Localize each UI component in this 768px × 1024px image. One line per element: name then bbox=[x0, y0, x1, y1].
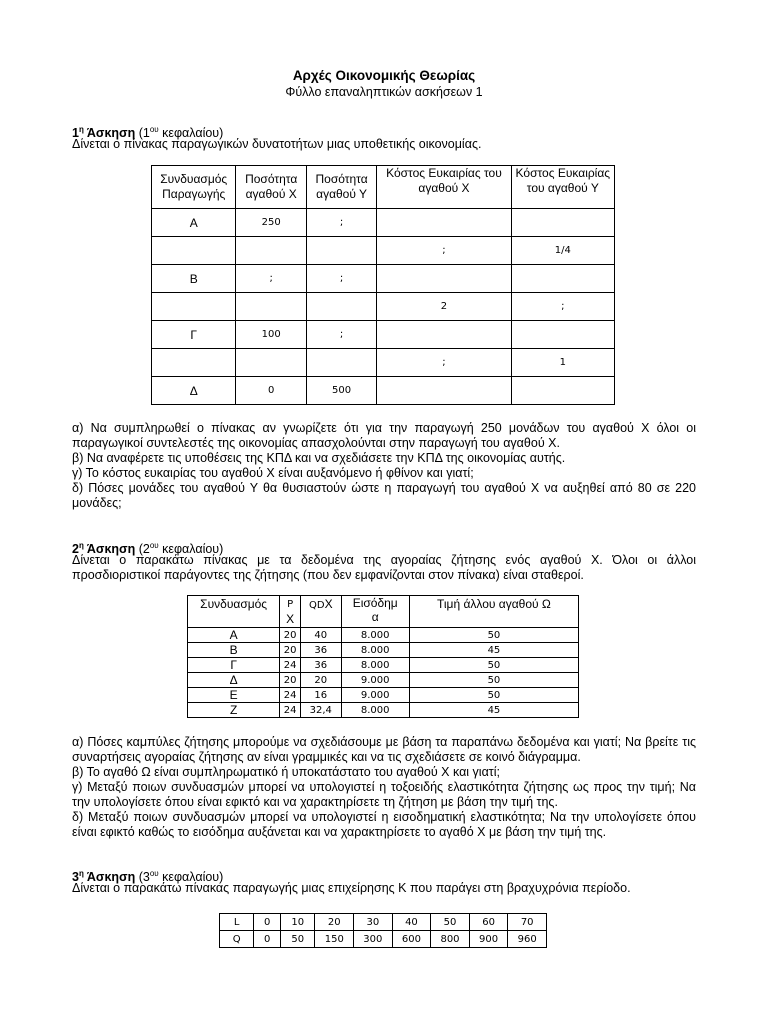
table-cell: 100 bbox=[236, 321, 306, 349]
table-cell: 9.000 bbox=[341, 673, 409, 688]
exercise-label: Άσκηση bbox=[86, 542, 136, 557]
question-text: δ) Πόσες μονάδες του αγαθού Υ θα θυσιαστούν ώστε η παραγωγή του αγαθού Χ να αυξηθεί από 80 σε 220 μονάδες; bbox=[72, 481, 696, 510]
table-row bbox=[220, 931, 547, 948]
table-cell: Ζ bbox=[188, 703, 280, 718]
table-cell bbox=[236, 293, 306, 321]
table-cell: 50 bbox=[280, 931, 315, 948]
table-cell: 250 bbox=[236, 209, 306, 237]
table-cell: 60 bbox=[469, 914, 508, 931]
exercise-2-intro: Δίνεται ο παρακάτω πίνακας με τα δεδομένα της αγοραίας ζήτησης ενός αγαθού Χ. Όλοι οι άλλοι προσδιοριστικοί παράγοντες της ζήτησης (που δεν εμφανίζονται στον πίνακα) είναι σταθεροί. bbox=[72, 553, 696, 582]
table-cell bbox=[511, 209, 614, 237]
table-cell bbox=[152, 237, 236, 265]
table-cell: 9.000 bbox=[341, 688, 409, 703]
table-cell: Δ bbox=[188, 673, 280, 688]
question-text: β) Το αγαθό Ω είναι συμπληρωματικό ή υποκατάστατο του αγαθού Χ και γιατί; bbox=[72, 765, 500, 779]
table-cell: 20 bbox=[280, 673, 301, 688]
exercise-3-intro: Δίνεται ο παρακάτω πίνακας παραγωγής μιας επιχείρησης Κ που παράγει στη βραχυχρόνια περίοδο. bbox=[72, 881, 631, 895]
table-row bbox=[188, 673, 579, 688]
table-cell: 10 bbox=[280, 914, 315, 931]
table-cell: Β bbox=[152, 265, 236, 293]
table-cell: 150 bbox=[315, 931, 354, 948]
table-header bbox=[301, 596, 342, 628]
table-row bbox=[152, 237, 615, 265]
question-text: α) Να συμπληρωθεί ο πίνακας αν γνωρίζετε ότι για την παραγωγή 250 μονάδων του αγαθού Χ όλοι οι παραγωγικοί συντελεστές της οικονομίας απασχολούνται στην παραγωγή του αγαθού Χ. bbox=[72, 421, 696, 450]
table-cell: 50 bbox=[409, 688, 578, 703]
table-cell: 24 bbox=[280, 703, 301, 718]
table-cell: ; bbox=[306, 265, 376, 293]
table-cell: Δ bbox=[152, 377, 236, 405]
table-cell: 0 bbox=[254, 914, 281, 931]
table-cell: ; bbox=[306, 209, 376, 237]
table-cell: 36 bbox=[301, 658, 342, 673]
table-cell: 24 bbox=[280, 688, 301, 703]
table-header: Τιμή άλλου αγαθού Ω bbox=[409, 596, 578, 628]
table-cell bbox=[306, 293, 376, 321]
table-cell: ; bbox=[236, 265, 306, 293]
exercise-1-intro: Δίνεται ο πίνακας παραγωγικών δυνατοτήτων μιας υποθετικής οικονομίας. bbox=[72, 137, 482, 151]
exercise-number: 1 bbox=[72, 126, 79, 141]
table-header: Συνδυασμός bbox=[188, 596, 280, 628]
table-cell bbox=[306, 237, 376, 265]
table-row bbox=[152, 377, 615, 405]
header-part: Χ bbox=[286, 612, 295, 626]
table-cell: 16 bbox=[301, 688, 342, 703]
table-cell: 300 bbox=[354, 931, 393, 948]
table-cell: 20 bbox=[280, 628, 301, 643]
table-cell: 20 bbox=[280, 643, 301, 658]
chapter-open: (3 bbox=[135, 870, 150, 885]
chapter-open: (1 bbox=[135, 126, 150, 141]
table-cell bbox=[377, 209, 511, 237]
table-cell: Α bbox=[152, 209, 236, 237]
header-part: Χ bbox=[324, 597, 333, 611]
exercise-label: Άσκηση bbox=[86, 126, 136, 141]
table-cell: 500 bbox=[306, 377, 376, 405]
market-demand-table bbox=[187, 595, 579, 718]
table-header: Ποσότητα αγαθού Υ bbox=[306, 166, 376, 209]
table-cell bbox=[511, 377, 614, 405]
table-row bbox=[188, 643, 579, 658]
table-cell bbox=[377, 265, 511, 293]
table-cell: 32,4 bbox=[301, 703, 342, 718]
table-cell: 1 bbox=[511, 349, 614, 377]
chapter-close: κεφαλαίου) bbox=[158, 542, 224, 557]
chapter-suffix: ου bbox=[149, 541, 159, 550]
table-cell: 0 bbox=[236, 377, 306, 405]
table-cell bbox=[306, 349, 376, 377]
question-text: δ) Μεταξύ ποιων συνδυασμών μπορεί να υπολογιστεί η εισοδηματική ελαστικότητα; Να την υπολογίσετε όπου είναι εφικτό καθώς το εισόδημα αυξάνεται και να χαρακτηρίσετε το αγαθό Χ με βάση την τιμή της. bbox=[72, 810, 696, 839]
table-cell: L bbox=[220, 914, 254, 931]
table-cell: 1/4 bbox=[511, 237, 614, 265]
header-part: QD bbox=[308, 600, 325, 611]
table-cell: Q bbox=[220, 931, 254, 948]
table-header-row bbox=[152, 166, 615, 209]
table-header: Συνδυασμός Παραγωγής bbox=[152, 166, 236, 209]
table-cell: 45 bbox=[409, 643, 578, 658]
question-text: β) Να αναφέρετε τις υποθέσεις της ΚΠΔ και να σχεδιάσετε την ΚΠΔ της οικονομίας αυτής. bbox=[72, 451, 566, 465]
table-row bbox=[188, 658, 579, 673]
document-subtitle: Φύλλο επαναληπτικών ασκήσεων 1 bbox=[285, 85, 483, 99]
table-cell: ; bbox=[377, 237, 511, 265]
exercise-label: Άσκηση bbox=[86, 870, 136, 885]
table-cell: 70 bbox=[508, 914, 547, 931]
table-cell: 0 bbox=[254, 931, 281, 948]
exercise-number: 3 bbox=[72, 870, 79, 885]
exercise-2-questions bbox=[72, 735, 696, 840]
table-cell: 50 bbox=[409, 658, 578, 673]
table-cell: 50 bbox=[409, 673, 578, 688]
chapter-open: (2 bbox=[135, 542, 150, 557]
table-cell bbox=[152, 293, 236, 321]
table-cell: 8.000 bbox=[341, 703, 409, 718]
table-cell bbox=[236, 349, 306, 377]
ordinal-suffix: η bbox=[78, 541, 84, 550]
table-row bbox=[152, 209, 615, 237]
table-cell: Γ bbox=[152, 321, 236, 349]
table-row bbox=[188, 628, 579, 643]
header-part: α bbox=[371, 610, 379, 624]
table-cell: 50 bbox=[409, 628, 578, 643]
chapter-close: κεφαλαίου) bbox=[158, 870, 224, 885]
table-cell: Ε bbox=[188, 688, 280, 703]
table-row bbox=[220, 914, 547, 931]
table-cell: Α bbox=[188, 628, 280, 643]
ordinal-suffix: η bbox=[78, 125, 84, 134]
table-header-row bbox=[188, 596, 579, 628]
ordinal-suffix: η bbox=[78, 869, 84, 878]
table-cell: Γ bbox=[188, 658, 280, 673]
table-row bbox=[152, 321, 615, 349]
table-cell: 36 bbox=[301, 643, 342, 658]
table-cell: ; bbox=[306, 321, 376, 349]
table-cell: 8.000 bbox=[341, 658, 409, 673]
table-cell: 40 bbox=[392, 914, 431, 931]
table-cell: Β bbox=[188, 643, 280, 658]
table-header: Κόστος Ευκαιρίας του αγαθού Χ bbox=[377, 166, 511, 209]
table-header: Κόστος Ευκαιρίας του αγαθού Υ bbox=[511, 166, 614, 209]
table-header bbox=[341, 596, 409, 628]
question-text: γ) Το κόστος ευκαιρίας του αγαθού Χ είναι αυξανόμενο ή φθίνον και γιατί; bbox=[72, 466, 474, 480]
header-part: Εισόδημ bbox=[352, 596, 398, 610]
question-text: γ) Μεταξύ ποιων συνδυασμών μπορεί να υπολογιστεί η τοξοειδής ελαστικότητα ζήτησης ως προς την τιμή; Να την υπολογίσετε όπου είναι εφικτό και να χαρακτηρίσετε τη ζήτηση με βάση την τιμή της. bbox=[72, 780, 696, 809]
table-cell: 960 bbox=[508, 931, 547, 948]
table-row bbox=[188, 688, 579, 703]
header-part: P bbox=[287, 599, 294, 610]
table-cell bbox=[377, 377, 511, 405]
table-cell: 800 bbox=[431, 931, 470, 948]
exercise-1-questions bbox=[72, 421, 696, 511]
table-cell: 8.000 bbox=[341, 628, 409, 643]
table-cell: 30 bbox=[354, 914, 393, 931]
question-text: α) Πόσες καμπύλες ζήτησης μπορούμε να σχεδιάσουμε με βάση τα παραπάνω δεδομένα και γιατί; Να βρείτε τις συναρτήσεις αγοραίας ζήτησης αν είναι γραμμικές και να τις σχεδιάσετε σε κοινό διάγραμμα. bbox=[72, 735, 696, 764]
table-cell bbox=[377, 321, 511, 349]
table-cell: ; bbox=[377, 349, 511, 377]
table-row bbox=[188, 703, 579, 718]
table-header: Ποσότητα αγαθού Χ bbox=[236, 166, 306, 209]
table-cell bbox=[236, 237, 306, 265]
production-table bbox=[219, 913, 547, 948]
table-cell: 50 bbox=[431, 914, 470, 931]
table-cell: 40 bbox=[301, 628, 342, 643]
table-row bbox=[152, 265, 615, 293]
table-cell bbox=[511, 265, 614, 293]
table-cell: 20 bbox=[301, 673, 342, 688]
table-row bbox=[152, 349, 615, 377]
table-cell: 900 bbox=[469, 931, 508, 948]
table-cell: 20 bbox=[315, 914, 354, 931]
chapter-suffix: ου bbox=[149, 125, 159, 134]
chapter-suffix: ου bbox=[149, 869, 159, 878]
table-row bbox=[152, 293, 615, 321]
table-cell bbox=[511, 321, 614, 349]
document-title: Αρχές Οικονομικής Θεωρίας bbox=[292, 68, 476, 83]
table-cell: 8.000 bbox=[341, 643, 409, 658]
table-cell: 2 bbox=[377, 293, 511, 321]
table-cell: ; bbox=[511, 293, 614, 321]
table-header bbox=[280, 596, 301, 628]
table-cell: 600 bbox=[392, 931, 431, 948]
production-possibilities-table bbox=[151, 165, 615, 405]
exercise-number: 2 bbox=[72, 542, 79, 557]
table-cell: 45 bbox=[409, 703, 578, 718]
chapter-close: κεφαλαίου) bbox=[158, 126, 224, 141]
table-cell: 24 bbox=[280, 658, 301, 673]
table-cell bbox=[152, 349, 236, 377]
